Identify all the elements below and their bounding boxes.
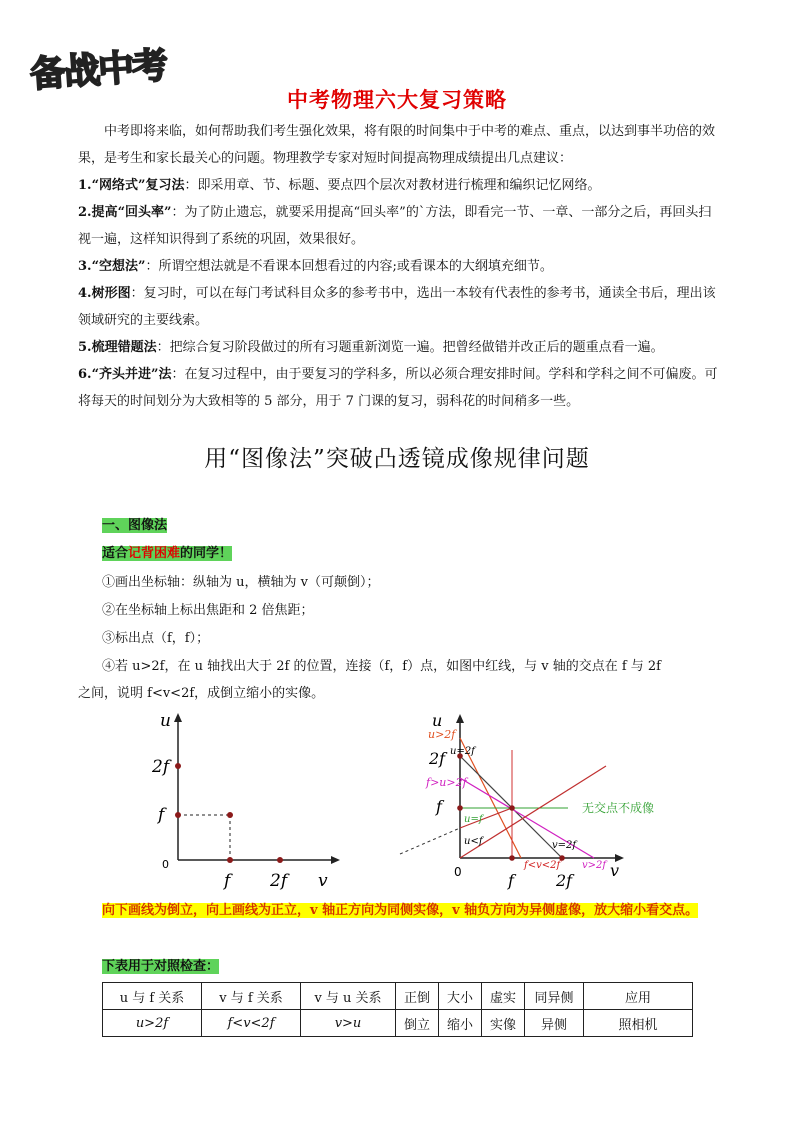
intro-paragraph: 中考即将来临，如何帮助我们考生强化效果，将有限的时间集中于中考的难点、重点，以达到事半功倍的效果，是考生和家长最关心的问题。物理教学专家对短时间提高物理成绩提出几点建议： [78, 124, 716, 166]
step-4: ④若 u>2f，在 u 轴找出大于 2f 的位置，连接（f，f）点，如图中红线，与 v 轴的交点在 f 与 2f [102, 659, 661, 674]
u-axis-arrow-icon [456, 714, 464, 723]
tick-f-v: f [224, 871, 231, 891]
logo-text: 备战中考 [28, 45, 168, 96]
label-u-gt-2f: u>2f [428, 728, 456, 741]
tip-item-6: 6.“齐头并进”法：在复习过程中，由于要复习的学科多，所以必须合理安排时间。学科和学科之间不可偏废。可将每天的时间划分为大致相等的 5 部分，用于 7 门课的复习，弱科花的时间稍多一些。 [78, 367, 718, 409]
tip-item-3: 3.“空想法”：所谓空想法就是不看课本回想看过的内容;或看课本的大纲填充细节。 [78, 259, 553, 274]
tip-item-1: 1.“网络式”复习法：即采用章、节、标题、要点四个层次对教材进行梳理和编织记忆网络。 [78, 178, 601, 193]
page-title: 中考物理六大复习策略 [287, 87, 507, 112]
table-header-cell: u 与 f 关系 [103, 983, 202, 1010]
point-f-f [509, 805, 515, 811]
point-f-v [227, 857, 233, 863]
tip-banner: 适合记背困难的同学！ [102, 546, 233, 561]
table-header-cell: 大小 [439, 983, 482, 1010]
tick-f-v: f [508, 871, 514, 890]
tick-2f-v: 2f [556, 871, 573, 890]
point-f-u [175, 812, 181, 818]
table-header-cell: 虚实 [482, 983, 525, 1010]
table-header-cell: v 与 u 关系 [301, 983, 396, 1010]
label-u-lt-f: u<f [464, 836, 483, 847]
table-cell: v>u [301, 1010, 396, 1037]
u-axis-arrow-icon [174, 713, 182, 722]
tip-item-5: 5.梳理错题法：把综合复习阶段做过的所有习题重新浏览一遍。把曾经做错并改正后的题重点看一遍。 [78, 340, 664, 355]
label-v-gt-2f: v>2f [582, 860, 607, 871]
tick-2f-u: 2f [429, 749, 446, 768]
step-3: ③标出点（f，f）； [102, 631, 210, 646]
table-cell: 照相机 [584, 1010, 693, 1037]
rule-note: 向下画线为倒立，向上画线为正立，v 轴正方向为同侧实像，v 轴负方向为异侧虚像，放大缩小看交点。 [102, 903, 699, 918]
step-2: ②在坐标轴上标出焦距和 2 倍焦距； [102, 603, 314, 618]
section-label: 一、图像法 [102, 518, 168, 533]
v-axis-label: v [318, 871, 328, 891]
u-axis-label: u [432, 711, 443, 730]
table-title: 下表用于对照检查： [102, 959, 220, 974]
point-f-u [457, 805, 463, 811]
point-f-f [227, 812, 233, 818]
point-2f-v [277, 857, 283, 863]
label-u-eq-f: u=f [464, 814, 483, 825]
table-header-cell: v 与 f 关系 [202, 983, 301, 1010]
step-4-cont: 之间，说明 f<v<2f，成倒立缩小的实像。 [78, 686, 325, 701]
step-1: ①画出坐标轴：纵轴为 u，横轴为 v（可颠倒）； [102, 575, 380, 590]
table-cell: f<v<2f [202, 1010, 301, 1037]
graph-basic [140, 708, 350, 898]
label-f-lt-v: f<v<2f [524, 860, 561, 871]
comparison-table [102, 982, 693, 1037]
table-header-cell: 同异侧 [525, 983, 584, 1010]
origin-label: 0 [162, 858, 169, 871]
v-axis-label: v [610, 861, 620, 880]
table-cell: 倒立 [396, 1010, 439, 1037]
tick-2f-u: 2f [152, 757, 170, 777]
intro-section [78, 118, 718, 415]
table-cell: u>2f [103, 1010, 202, 1037]
u-axis-label: u [160, 711, 171, 731]
tick-f-u: f [158, 805, 165, 825]
point-f-v [509, 855, 515, 861]
tip-item-2: 2.提高“回头率”：为了防止遗忘，就要采用提高“回头率”的`方法，即看完一节、一章、一部分之后，再回头扫视一遍，这样知识得到了系统的巩固，效果很好。 [78, 205, 712, 247]
table-cell: 异侧 [525, 1010, 584, 1037]
graph-imaging-rule [396, 708, 676, 898]
table-header-cell: 正倒 [396, 983, 439, 1010]
table-cell: 实像 [482, 1010, 525, 1037]
tick-f-u: f [436, 797, 442, 816]
line-virtual-dashed [400, 828, 460, 854]
point-2f-u [175, 763, 181, 769]
tip-item-4: 4.树形图：复习时，可以在每门考试科目众多的参考书中，选出一本较有代表性的参考书，通读全书后，理出该领域研究的主要线索。 [78, 286, 716, 328]
label-no-image: 无交点不成像 [582, 801, 655, 815]
label-f-lt-u: f>u>2f [426, 776, 467, 789]
v-axis-arrow-icon [331, 856, 340, 864]
label-v-eq-2f: v=2f [552, 840, 577, 851]
tick-2f-v: 2f [270, 871, 288, 891]
origin-label: 0 [454, 865, 462, 879]
table-row [103, 1010, 693, 1037]
label-u-eq-2f: u=2f [450, 746, 475, 757]
section-heading: 用“图像法”突破凸透镜成像规律问题 [204, 446, 590, 472]
table-header-row [103, 983, 693, 1010]
table-cell: 缩小 [439, 1010, 482, 1037]
table-header-cell: 应用 [584, 983, 693, 1010]
